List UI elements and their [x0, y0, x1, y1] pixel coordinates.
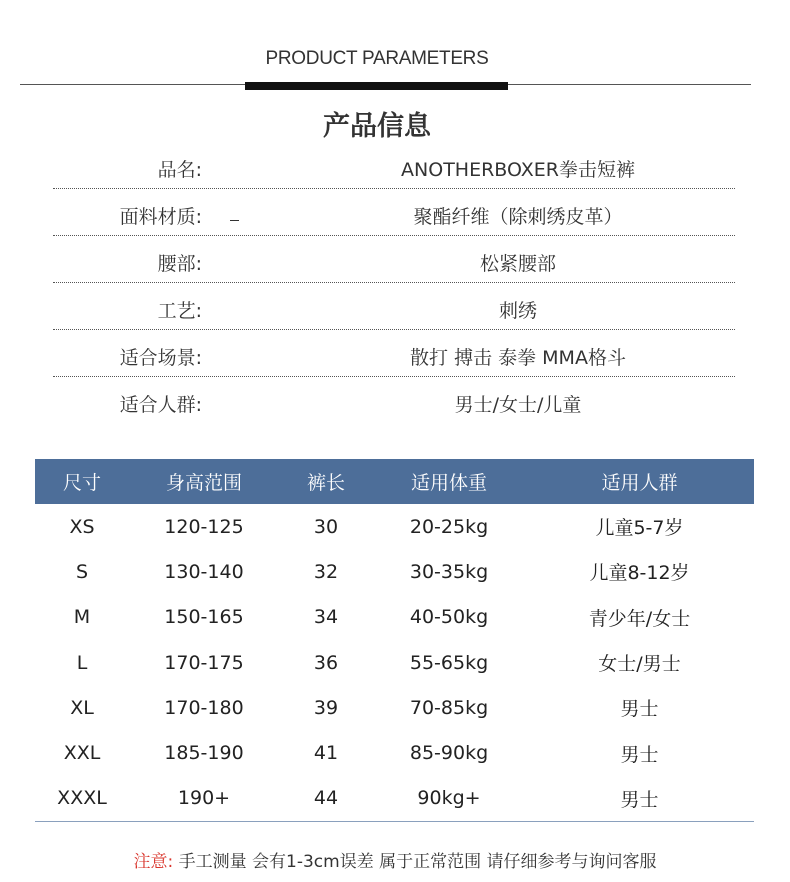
page-title-cn: 产品信息 [323, 111, 431, 142]
table-cell: 44 [279, 776, 373, 822]
table-cell: 男士 [620, 698, 659, 721]
table-cell: 30 [313, 515, 339, 538]
table-cell: 185-190 [164, 742, 244, 765]
info-value: 散打 搏击 泰拳 MMA格斗 [410, 347, 626, 369]
table-cell: XL [70, 696, 94, 719]
info-label: 面料材质: [119, 206, 202, 228]
table-cell: 55-65kg [409, 651, 489, 674]
page-title-en: PRODUCT PARAMETERS [265, 48, 489, 69]
table-cell: 130-140 [164, 560, 244, 583]
underscore-mark [230, 220, 239, 221]
note-label: 注意: [133, 852, 174, 872]
table-cell: 32 [313, 560, 339, 583]
table-cell: XS [69, 515, 95, 538]
table-cell: 85-90kg [409, 742, 489, 765]
table-cell: 150-165 [164, 606, 244, 629]
table-cell: 儿童5-7岁 [595, 517, 684, 540]
table-row [35, 685, 754, 730]
table-cell: 男士 [525, 776, 754, 822]
table-row [35, 595, 754, 640]
table-cell: 41 [313, 742, 339, 765]
column-header: 适用人群 [525, 459, 754, 504]
column-header: 身高范围 [129, 459, 279, 504]
table-cell: 120-125 [164, 515, 244, 538]
info-label: 腰部: [157, 253, 202, 275]
table-cell: 170-180 [164, 696, 244, 719]
table-cell: 男士 [620, 743, 659, 766]
column-header: 尺寸 [35, 459, 129, 504]
header-accent-bar [245, 82, 508, 90]
table-cell: 30-35kg [409, 560, 489, 583]
table-cell: XXXL [35, 776, 129, 822]
table-cell: L [76, 651, 88, 674]
note-text: 手工测量 会有1-3cm误差 属于正常范围 请仔细参考与询问客服 [178, 852, 657, 872]
info-row-material [53, 189, 735, 236]
table-cell: XXL [63, 742, 101, 765]
table-cell: 儿童8-12岁 [589, 562, 690, 585]
info-label: 适合人群: [119, 394, 202, 416]
measurement-note [0, 847, 790, 872]
info-label: 工艺: [157, 300, 202, 322]
size-chart-table [35, 459, 754, 822]
product-info-list [53, 142, 735, 423]
table-row [35, 640, 754, 685]
info-row-waist [53, 236, 735, 283]
table-cell: 39 [313, 696, 339, 719]
table-cell: 190+ [129, 776, 279, 822]
column-header: 适用体重 [373, 459, 525, 504]
info-row-audience [53, 377, 735, 423]
table-row [35, 504, 754, 549]
info-value: 聚酯纤维（除刺绣皮革） [413, 206, 623, 228]
table-row [35, 549, 754, 594]
table-header-row [35, 459, 754, 504]
info-label: 品名: [157, 159, 202, 181]
table-cell: 170-175 [164, 651, 244, 674]
table-cell: 女士/男士 [598, 653, 681, 676]
info-value: ANOTHERBOXER拳击短裤 [401, 159, 635, 181]
column-header: 裤长 [279, 459, 373, 504]
info-value: 松紧腰部 [479, 253, 556, 275]
table-cell: S [75, 560, 89, 583]
table-cell: 20-25kg [409, 515, 489, 538]
info-row-name [53, 142, 735, 189]
table-cell: 40-50kg [409, 606, 489, 629]
table-cell: 70-85kg [409, 696, 489, 719]
table-cell: M [73, 606, 91, 629]
info-row-scenes [53, 330, 735, 377]
table-cell: 青少年/女士 [588, 607, 691, 630]
info-value: 男士/女士/儿童 [454, 394, 582, 416]
info-label: 适合场景: [119, 347, 202, 369]
info-value: 刺绣 [498, 300, 537, 322]
info-row-craft [53, 283, 735, 330]
table-cell: 90kg+ [373, 776, 525, 822]
table-row [35, 776, 754, 822]
table-cell: 36 [313, 651, 339, 674]
table-row [35, 730, 754, 775]
table-cell: 34 [313, 606, 339, 629]
